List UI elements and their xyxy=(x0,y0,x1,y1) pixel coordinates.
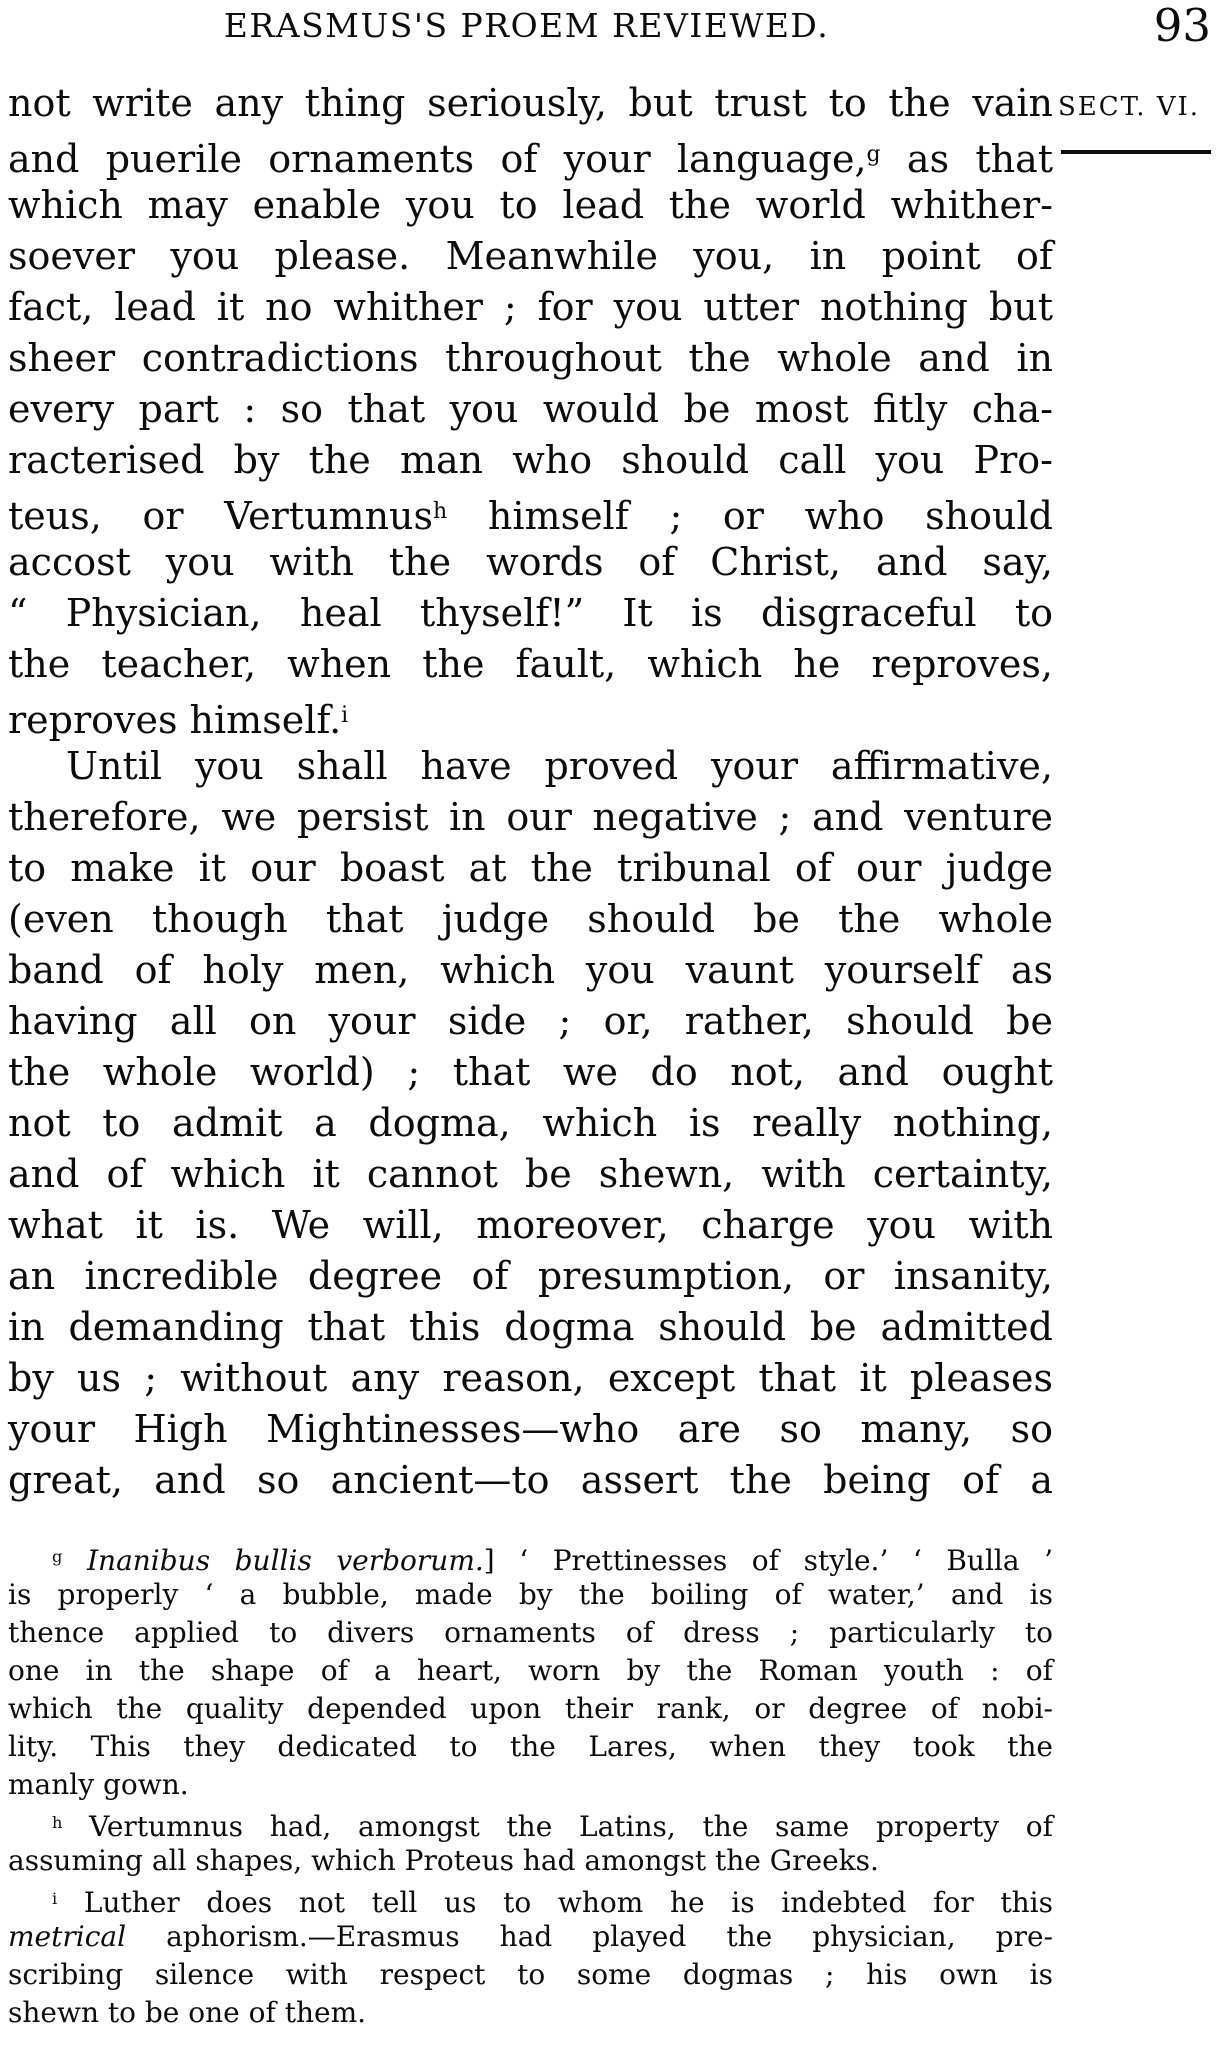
text-line: your High Mightinesses—who are so many, so xyxy=(8,1407,1053,1451)
footnote-marker: h xyxy=(52,1813,63,1832)
text-line: to make it our boast at the tribunal of our judge xyxy=(8,846,1053,890)
text-line: in demanding that this dogma should be admitted xyxy=(8,1305,1053,1349)
paragraph xyxy=(8,78,1053,741)
text-line: the whole world) ; that we do not, and ought xyxy=(8,1050,1053,1094)
text-line: accost you with the words of Christ, and say, xyxy=(8,540,1053,584)
text-line: having all on your side ; or, rather, should be xyxy=(8,999,1053,1043)
footnotes xyxy=(8,1538,1053,2032)
text-line: fact, lead it no whither ; for you utter nothing but xyxy=(8,285,1053,329)
footnote-marker: g xyxy=(52,1547,63,1566)
main-text xyxy=(8,78,1053,1506)
footnote-line: metrical aphorism.—Erasmus had played the physician, pre- xyxy=(8,1920,1053,1953)
text-line: soever you please. Meanwhile you, in point of xyxy=(8,234,1053,278)
footnote-line: which the quality depended upon their rank, or degree of nobi- xyxy=(8,1692,1053,1725)
text-line: not write any thing seriously, but trust to the vain xyxy=(8,81,1053,125)
footnote-line: is properly ‘ a bubble, made by the boiling of water,’ and is xyxy=(8,1578,1053,1611)
text-line: Until you shall have proved your affirmative, xyxy=(66,744,1053,788)
text-line: by us ; without any reason, except that it pleases xyxy=(8,1356,1053,1400)
footnote xyxy=(8,1880,1053,2032)
page-number: 93 xyxy=(1153,0,1211,52)
section-rule xyxy=(1061,150,1211,154)
footnote-marker: i xyxy=(341,703,349,728)
text-line: what it is. We will, moreover, charge you with xyxy=(8,1203,1053,1247)
text-line: therefore, we persist in our negative ; and venture xyxy=(8,795,1053,839)
text-line: not to admit a dogma, which is really nothing, xyxy=(8,1101,1053,1145)
footnote-line: shewn to be one of them. xyxy=(8,1996,367,2029)
margin-note xyxy=(1058,92,1214,162)
footnote-line: assuming all shapes, which Proteus had amongst the Greeks. xyxy=(8,1844,879,1877)
footnote-marker: i xyxy=(52,1889,58,1908)
footnote-line: manly gown. xyxy=(8,1768,189,1801)
text-line: reproves himself.$^i$ xyxy=(8,698,349,743)
running-header: ERASMUS'S PROEM REVIEWED. xyxy=(223,6,830,45)
footnote-marker: h xyxy=(433,499,448,524)
text-line: great, and so ancient—to assert the being of a xyxy=(8,1458,1053,1502)
footnote xyxy=(8,1804,1053,1880)
paragraph xyxy=(8,741,1053,1506)
text-line: band of holy men, which you vaunt yourself as xyxy=(8,948,1053,992)
footnote-line: scribing silence with respect to some dogmas ; his own is xyxy=(8,1958,1053,1991)
text-line: and puerile ornaments of your language,$^g$ as that xyxy=(8,137,1053,182)
footnote-line: one in the shape of a heart, worn by the Roman youth : of xyxy=(8,1654,1053,1687)
text-line: the teacher, when the fault, which he reproves, xyxy=(8,642,1053,686)
footnote xyxy=(8,1538,1053,1804)
text-line: (even though that judge should be the whole xyxy=(8,897,1053,941)
footnote-line: $^h$ Vertumnus had, amongst the Latins, the same property of xyxy=(52,1810,1053,1844)
footnote-line: lity. This they dedicated to the Lares, when they took the xyxy=(8,1730,1053,1763)
text-line: every part : so that you would be most fitly cha- xyxy=(8,387,1053,431)
text-line: teus, or Vertumnus$^h$ himself ; or who should xyxy=(8,494,1053,539)
footnote-line: $^i$ Luther does not tell us to whom he is indebted for this xyxy=(52,1886,1053,1920)
footnote-line: thence applied to divers ornaments of dress ; particularly to xyxy=(8,1616,1053,1649)
footnote-marker: g xyxy=(866,142,881,167)
section-label: SECT. VI. xyxy=(1058,92,1201,122)
text-line: “ Physician, heal thyself!” It is disgraceful to xyxy=(8,591,1053,635)
text-line: and of which it cannot be shewn, with certainty, xyxy=(8,1152,1053,1196)
text-line: an incredible degree of presumption, or insanity, xyxy=(8,1254,1053,1298)
footnote-line: $^g$ Inanibus bullis verborum.] ‘ Prettinesses of style.’ ‘ Bulla ’ xyxy=(52,1544,1053,1578)
text-line: racterised by the man who should call you Pro- xyxy=(8,438,1053,482)
text-line: which may enable you to lead the world whither- xyxy=(8,183,1053,227)
text-line: sheer contradictions throughout the whole and in xyxy=(8,336,1053,380)
